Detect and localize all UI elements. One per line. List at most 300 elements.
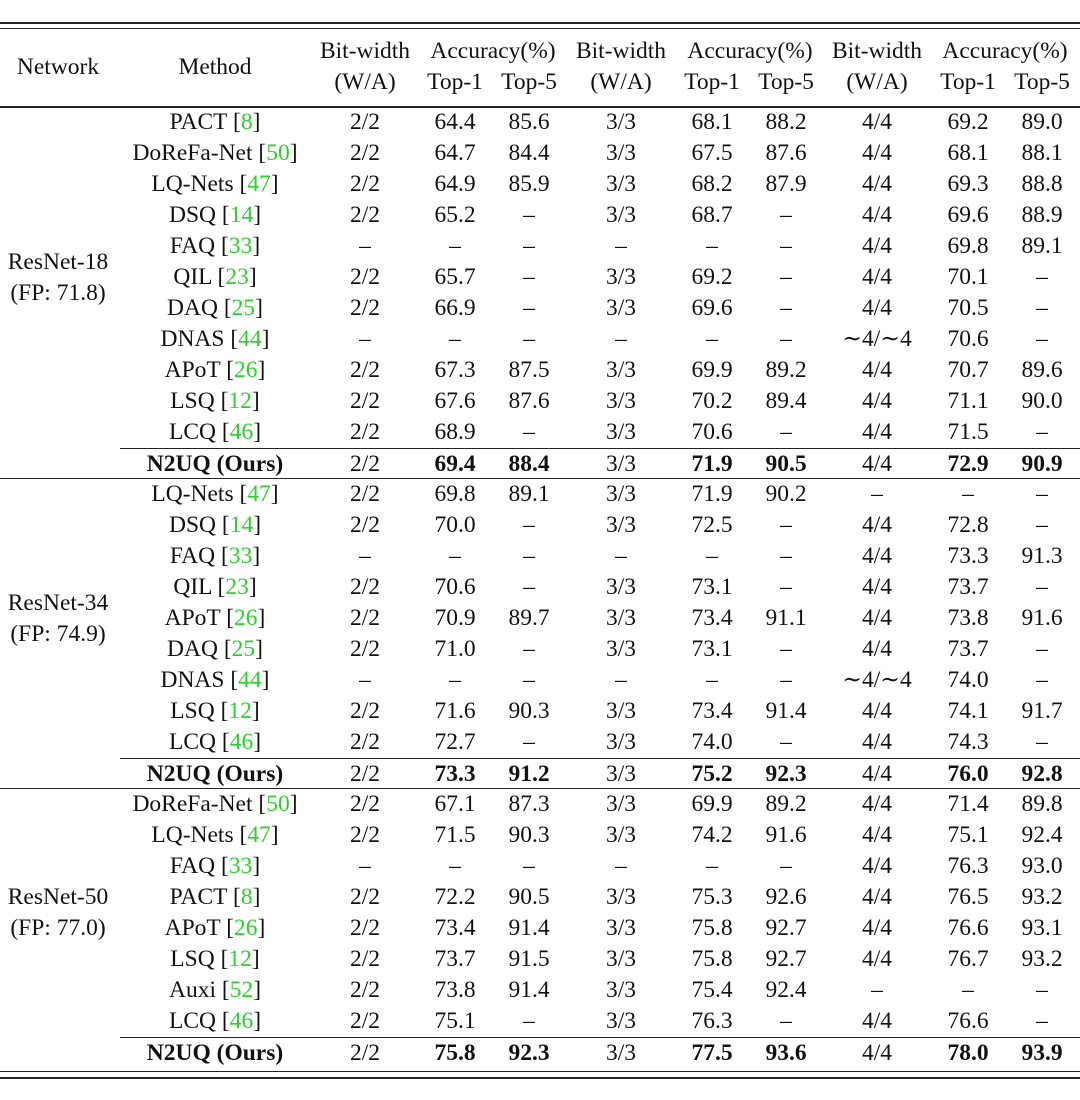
accuracy-cell: 76.7 [947,946,989,972]
accuracy-cell: 88.8 [1021,171,1063,197]
accuracy-cell: 91.4 [508,977,550,1003]
top-rule-inner [0,28,1080,29]
bitwidth-cell: 2/2 [349,202,381,228]
bitwidth-cell: 4/4 [861,915,893,941]
accuracy-cell: – [523,729,535,755]
citation-link: 25 [231,295,256,321]
accuracy-cell: 91.7 [1021,698,1063,724]
method-cell [151,169,278,200]
accuracy-cell: – [523,512,535,538]
accuracy-cell: 89.6 [1021,357,1063,383]
bitwidth-cell: 2/2 [349,1040,381,1066]
bitwidth-cell: 4/4 [861,233,893,259]
accuracy-cell: 70.6 [691,419,733,445]
accuracy-cell: – [1036,667,1048,693]
method-cell [151,820,278,851]
bitwidth-cell: 2/2 [349,388,381,414]
ref-open: [ [220,605,235,631]
ref-close: ] [255,636,263,662]
ref-open: [ [214,698,229,724]
accuracy-cell: 89.7 [508,605,550,631]
citation-link: 14 [229,512,254,538]
citation-link: 23 [225,264,249,290]
accuracy-cell: 67.1 [434,791,476,817]
network-name: ResNet-34 [7,589,109,616]
bitwidth-cell: 3/3 [605,419,637,445]
accuracy-cell: 72.9 [947,451,989,477]
citation-link: 25 [231,636,256,662]
method-cell [167,293,263,324]
bitwidth-cell: 2/2 [349,109,381,135]
citation-link: 46 [229,1008,254,1034]
accuracy-cell: 92.6 [765,884,807,910]
citation-link: 12 [228,946,252,972]
header-top1-3: Top-1 [684,69,740,95]
accuracy-cell: 71.9 [691,481,733,507]
accuracy-cell: – [449,667,461,693]
accuracy-cell: 75.8 [691,915,733,941]
bitwidth-cell: 4/4 [861,202,893,228]
bitwidth-cell: 2/2 [349,822,381,848]
accuracy-cell: – [523,574,535,600]
ref-open: [ [215,977,230,1003]
accuracy-cell: 64.9 [434,171,476,197]
bitwidth-cell: – [359,326,371,352]
method-name: PACT [169,109,228,135]
method-name: DoReFa-Net [132,791,253,817]
header-top1-4: Top-1 [940,69,996,95]
method-name: DNAS [160,667,225,693]
method-name: FAQ [169,853,216,879]
accuracy-cell: 91.1 [765,605,807,631]
accuracy-cell: 74.0 [947,667,989,693]
accuracy-cell: – [962,481,974,507]
citation-link: 8 [240,109,253,135]
bitwidth-cell: 4/4 [861,822,893,848]
accuracy-cell: 72.5 [691,512,733,538]
ref-close: ] [253,202,262,228]
accuracy-cell: 71.5 [947,419,989,445]
ref-close: ] [248,574,257,600]
ref-close: ] [270,171,279,197]
bitwidth-cell: – [615,326,627,352]
accuracy-cell: 93.2 [1021,884,1063,910]
method-name: PACT [169,884,228,910]
accuracy-cell: – [1036,481,1048,507]
ref-close: ] [252,233,261,259]
accuracy-cell: 70.7 [947,357,989,383]
ref-close: ] [252,543,261,569]
ref-close: ] [289,791,298,817]
accuracy-cell: 71.5 [434,822,476,848]
accuracy-cell: 70.2 [691,388,733,414]
accuracy-cell: 89.2 [765,357,807,383]
accuracy-cell: 72.8 [947,512,989,538]
method-cell [170,882,261,913]
accuracy-cell: 76.6 [947,1008,989,1034]
network-name: ResNet-50 [7,884,109,910]
ref-close: ] [257,357,266,383]
bitwidth-cell: 3/3 [605,295,637,321]
accuracy-cell: – [780,264,792,290]
accuracy-cell: – [449,543,461,569]
method-cell [170,944,259,975]
accuracy-cell: 68.1 [691,109,733,135]
method-name: FAQ [169,543,216,569]
bitwidth-cell: – [359,543,371,569]
ref-open: [ [215,419,230,445]
bitwidth-cell: ∼4/∼4 [842,326,912,352]
accuracy-cell: 92.3 [765,761,807,787]
accuracy-cell: – [1036,419,1048,445]
accuracy-cell: 67.5 [691,140,733,166]
method-cell [169,510,261,541]
ref-open: [ [217,636,232,662]
method-cell [165,913,266,944]
accuracy-cell: – [523,1008,535,1034]
bitwidth-cell: 4/4 [861,791,893,817]
bitwidth-cell: 2/2 [349,636,381,662]
accuracy-cell: – [1036,574,1048,600]
method-cell [170,386,259,417]
citation-link: 46 [229,729,254,755]
accuracy-cell: 73.3 [947,543,989,569]
ref-close: ] [257,605,266,631]
method-cell [167,634,263,665]
accuracy-cell: 89.4 [765,388,807,414]
accuracy-cell: 91.6 [1021,605,1063,631]
accuracy-cell: 88.9 [1021,202,1063,228]
accuracy-cell: – [523,853,535,879]
accuracy-cell: 75.8 [691,946,733,972]
accuracy-cell: 72.7 [434,729,476,755]
bitwidth-cell: 3/3 [605,977,637,1003]
bitwidth-cell: 4/4 [861,574,893,600]
bitwidth-cell: – [871,481,883,507]
method-name: LCQ [168,419,216,445]
accuracy-cell: 70.6 [434,574,476,600]
accuracy-cell: 84.4 [508,140,550,166]
bitwidth-cell: 2/2 [349,791,381,817]
bitwidth-cell: 2/2 [349,946,381,972]
network-fp: (FP: 71.8) [10,279,106,306]
accuracy-cell: 87.6 [508,388,550,414]
bitwidth-cell: 4/4 [861,109,893,135]
method-name: DAQ [167,295,218,321]
accuracy-cell: 74.1 [947,698,989,724]
group-rule [0,788,1080,789]
accuracy-cell: 88.1 [1021,140,1063,166]
method-name: DoReFa-Net [132,140,253,166]
bitwidth-cell: 3/3 [605,791,637,817]
accuracy-cell: – [780,419,792,445]
bitwidth-cell: 3/3 [605,884,637,910]
bitwidth-cell: – [615,667,627,693]
ref-open: [ [224,326,239,352]
ref-open: [ [215,233,229,259]
bitwidth-cell: – [871,977,883,1003]
bitwidth-cell: 4/4 [861,171,893,197]
accuracy-cell: 73.1 [691,636,733,662]
bitwidth-cell: 4/4 [861,729,893,755]
accuracy-cell: 69.2 [947,109,989,135]
accuracy-cell: – [523,233,535,259]
accuracy-cell: 73.4 [434,915,476,941]
ref-close: ] [253,977,262,1003]
accuracy-cell: 90.0 [1021,388,1063,414]
accuracy-cell: – [706,326,718,352]
header-network: Network [16,54,100,80]
accuracy-cell: 92.7 [765,946,807,972]
ref-close: ] [257,915,266,941]
ours-rule [120,1037,1080,1038]
accuracy-cell: 65.2 [434,202,476,228]
ref-close: ] [270,481,279,507]
ref-open: [ [215,512,230,538]
accuracy-cell: 67.6 [434,388,476,414]
accuracy-cell: – [780,295,792,321]
accuracy-cell: 68.7 [691,202,733,228]
accuracy-cell: 90.3 [508,822,550,848]
accuracy-cell: 69.8 [947,233,989,259]
header-method: Method [178,54,252,80]
citation-link: 33 [228,233,253,259]
accuracy-cell: – [780,729,792,755]
accuracy-cell: 91.2 [508,761,550,787]
accuracy-cell: 73.1 [691,574,733,600]
header-wa-2: (W/A) [334,69,396,95]
citation-link: 12 [228,698,252,724]
accuracy-cell: 87.5 [508,357,550,383]
accuracy-cell: 75.2 [691,761,733,787]
ref-close: ] [251,698,260,724]
method-name: Auxi [168,977,216,1003]
accuracy-cell: 67.3 [434,357,476,383]
accuracy-cell: 93.6 [765,1040,807,1066]
bitwidth-cell: 3/3 [605,946,637,972]
accuracy-cell: 68.2 [691,171,733,197]
method-name: FAQ [169,233,216,259]
ref-open: [ [211,264,226,290]
accuracy-cell: 89.8 [1021,791,1063,817]
bitwidth-cell: ∼4/∼4 [842,667,912,693]
accuracy-cell: 93.2 [1021,946,1063,972]
citation-link: 44 [238,667,262,693]
ref-close: ] [253,419,262,445]
accuracy-cell: – [706,233,718,259]
bitwidth-cell: 4/4 [861,761,893,787]
method-name: QIL [173,574,212,600]
bitwidth-cell: 2/2 [349,884,381,910]
method-name: N2UQ (Ours) [146,451,284,477]
accuracy-cell: 66.9 [434,295,476,321]
accuracy-cell: – [780,512,792,538]
accuracy-cell: – [449,233,461,259]
network-label [8,247,109,309]
method-cell [170,541,260,572]
ref-open: [ [233,822,248,848]
accuracy-cell: 74.0 [691,729,733,755]
bitwidth-cell: 3/3 [605,264,637,290]
accuracy-cell: 93.0 [1021,853,1063,879]
accuracy-cell: 93.9 [1021,1040,1063,1066]
network-fp: (FP: 77.0) [10,915,106,941]
accuracy-cell: 64.4 [434,109,476,135]
ref-open: [ [252,140,267,166]
accuracy-cell: – [449,853,461,879]
header-accuracy-4: Accuracy(%) [942,38,1068,64]
accuracy-cell: 73.8 [434,977,476,1003]
method-cell [160,324,269,355]
bitwidth-cell: 4/4 [861,140,893,166]
ref-open: [ [214,388,229,414]
bitwidth-cell: – [615,853,627,879]
method-name: APoT [164,915,221,941]
accuracy-cell: 70.0 [434,512,476,538]
method-cell [132,789,297,820]
accuracy-cell: 70.5 [947,295,989,321]
method-cell [173,262,256,293]
accuracy-cell: 91.4 [765,698,807,724]
method-cell [169,417,261,448]
accuracy-cell: 76.3 [947,853,989,879]
bitwidth-cell: 4/4 [861,512,893,538]
network-name: ResNet-18 [7,248,109,275]
accuracy-cell: – [1036,977,1048,1003]
bitwidth-cell: – [359,667,371,693]
ref-close: ] [251,946,260,972]
accuracy-cell: – [523,543,535,569]
ref-close: ] [252,884,261,910]
accuracy-cell: 75.4 [691,977,733,1003]
bitwidth-cell: 2/2 [349,915,381,941]
accuracy-cell: 74.2 [691,822,733,848]
header-top5-3: Top-5 [758,69,814,95]
header-top5-4: Top-5 [1014,69,1070,95]
accuracy-cell: 64.7 [434,140,476,166]
top-rule [0,22,1080,24]
method-cell [169,975,261,1006]
ref-open: [ [227,884,241,910]
ref-open: [ [233,171,248,197]
bitwidth-cell: 4/4 [861,884,893,910]
bitwidth-cell: 2/2 [349,295,381,321]
bitwidth-cell: 2/2 [349,419,381,445]
citation-link: 33 [228,543,253,569]
method-cell [165,603,266,634]
method-name: LSQ [170,946,215,972]
accuracy-cell: – [780,636,792,662]
header-bitwidth-3: Bit-width [575,38,667,64]
bitwidth-cell: 2/2 [349,357,381,383]
method-name: LSQ [170,388,215,414]
method-name: LSQ [170,698,215,724]
accuracy-cell: 73.7 [434,946,476,972]
accuracy-cell: 85.6 [508,109,550,135]
citation-link: 12 [228,388,252,414]
bitwidth-cell: 3/3 [605,1008,637,1034]
accuracy-cell: 90.5 [765,451,807,477]
bitwidth-cell: 3/3 [605,388,637,414]
bitwidth-cell: – [615,233,627,259]
bitwidth-cell: 3/3 [605,202,637,228]
bitwidth-cell: 4/4 [861,605,893,631]
method-name: DAQ [167,636,218,662]
citation-link: 8 [240,884,253,910]
bitwidth-cell: 2/2 [349,761,381,787]
accuracy-cell: 76.6 [947,915,989,941]
bitwidth-cell: 3/3 [605,729,637,755]
accuracy-cell: – [780,1008,792,1034]
bitwidth-cell: 3/3 [605,1040,637,1066]
accuracy-cell: – [780,574,792,600]
ref-close: ] [252,853,261,879]
citation-link: 47 [247,481,271,507]
citation-link: 26 [234,915,258,941]
method-name: DSQ [168,512,216,538]
ref-open: [ [217,295,232,321]
method-name: N2UQ (Ours) [146,1040,284,1066]
method-name: LQ-Nets [151,171,234,197]
accuracy-cell: 92.7 [765,915,807,941]
network-label [8,882,109,944]
bitwidth-cell: 4/4 [861,1008,893,1034]
accuracy-cell: – [1036,295,1048,321]
method-cell [170,107,261,138]
method-name: QIL [173,264,212,290]
accuracy-cell: 89.0 [1021,109,1063,135]
bitwidth-cell: 3/3 [605,915,637,941]
accuracy-cell: – [523,264,535,290]
accuracy-cell: – [523,202,535,228]
accuracy-cell: – [706,667,718,693]
accuracy-cell: 89.2 [765,791,807,817]
ours-rule [120,758,1080,759]
accuracy-cell: 91.6 [765,822,807,848]
accuracy-cell: 69.9 [691,791,733,817]
bitwidth-cell: 4/4 [861,357,893,383]
citation-link: 33 [228,853,253,879]
network-label [8,588,109,650]
accuracy-cell: 69.6 [691,295,733,321]
bitwidth-cell: 2/2 [349,512,381,538]
accuracy-cell: 71.1 [947,388,989,414]
bitwidth-cell: 3/3 [605,512,637,538]
accuracy-cell: – [1036,326,1048,352]
method-name: N2UQ (Ours) [146,761,284,787]
ref-open: [ [220,915,235,941]
method-name: DSQ [168,202,216,228]
citation-link: 50 [266,791,290,817]
bitwidth-cell: 3/3 [605,636,637,662]
accuracy-cell: 75.1 [434,1008,476,1034]
accuracy-cell: 68.9 [434,419,476,445]
ref-open: [ [211,574,226,600]
ref-open: [ [214,946,229,972]
accuracy-cell: 91.3 [1021,543,1063,569]
accuracy-cell: 87.6 [765,140,807,166]
bitwidth-cell: 4/4 [861,1040,893,1066]
ref-close: ] [289,140,298,166]
bitwidth-cell: 3/3 [605,822,637,848]
bottom-rule [0,1071,1080,1072]
accuracy-cell: 69.6 [947,202,989,228]
method-cell [170,851,260,882]
accuracy-cell: – [523,326,535,352]
bitwidth-cell: 2/2 [349,171,381,197]
ref-open: [ [233,481,248,507]
ref-close: ] [253,512,262,538]
